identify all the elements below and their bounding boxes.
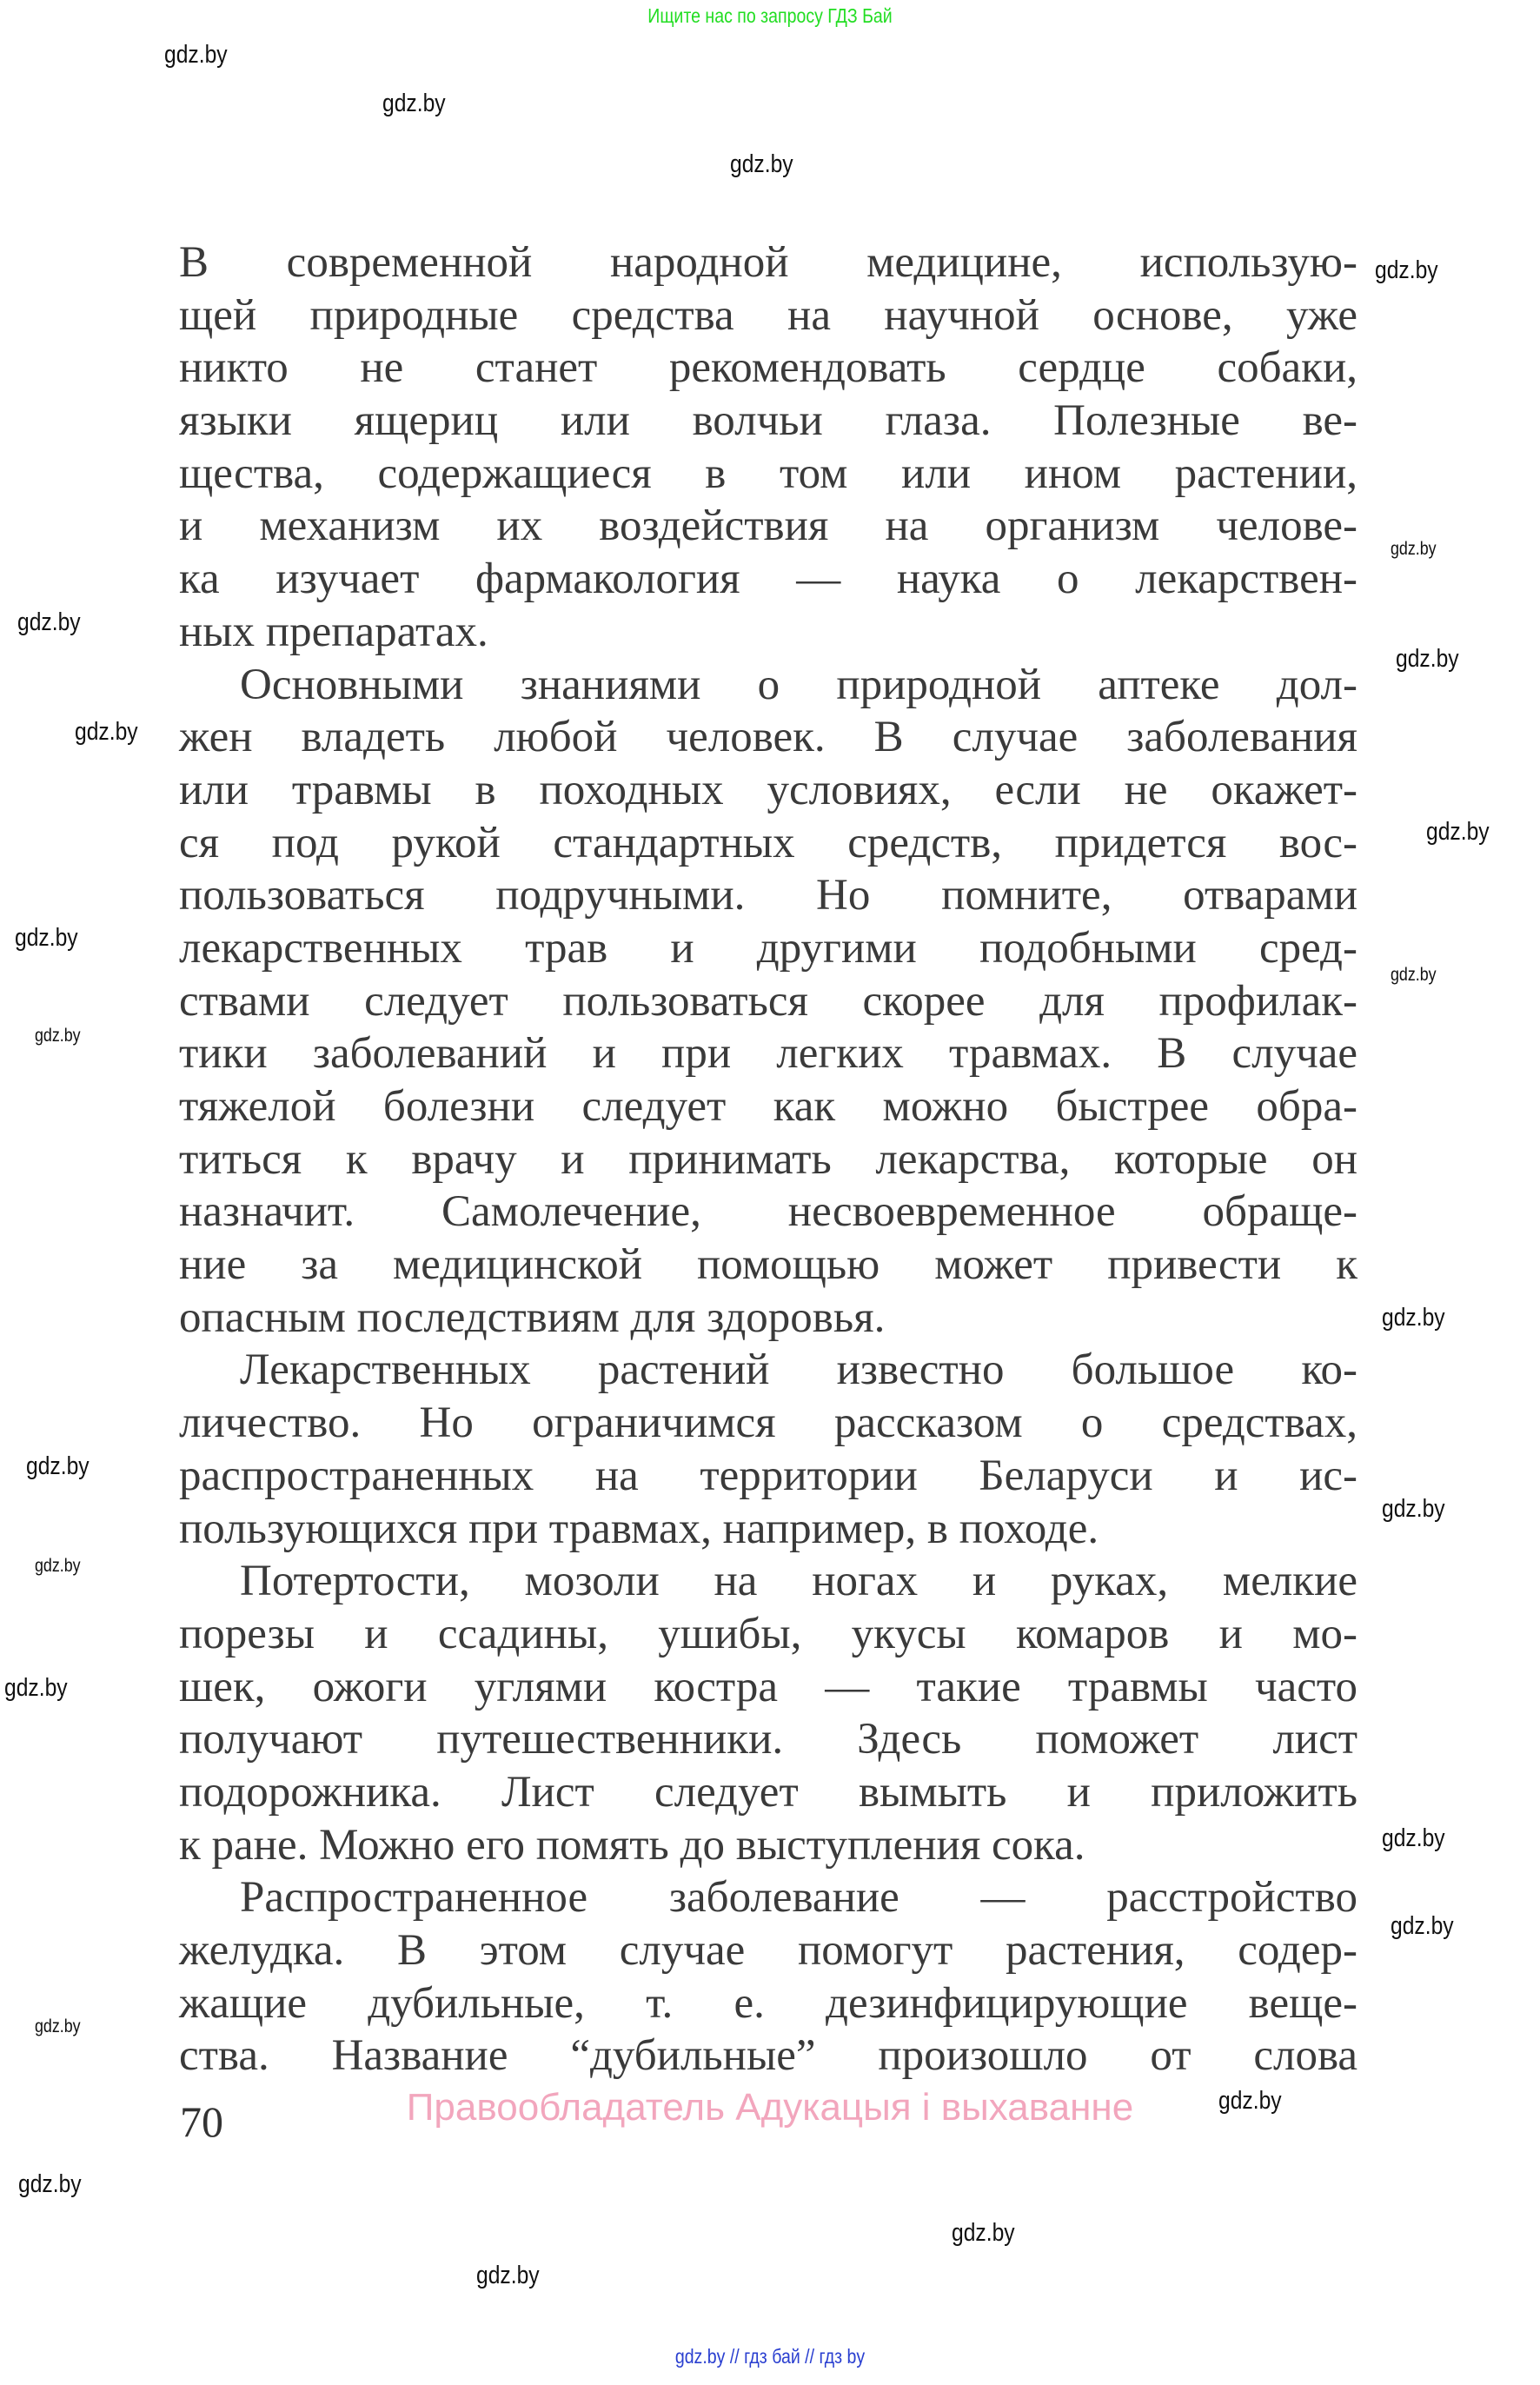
watermark: gdz.by [1391, 965, 1437, 985]
paragraph [179, 1344, 1357, 1555]
text-line: или травмы в походных условиях, если не окажет- [179, 765, 1357, 814]
text-line: и механизм их воздействия на организм челове- [179, 502, 1357, 551]
watermark: gdz.by [952, 2219, 1015, 2247]
text-line: к ране. Можно его помять до выступления сока. [179, 1820, 1085, 1870]
watermark: gdz.by [1382, 1495, 1445, 1523]
copyright-notice: Правообладатель Адукацыя і выхаванне [406, 2086, 1134, 2129]
paragraph [179, 1555, 1357, 1871]
watermark: gdz.by [1396, 645, 1459, 673]
watermark: gdz.by [164, 41, 228, 69]
text-line: ние за медицинской помощью может привести к [179, 1240, 1357, 1290]
text-line: В современной народной медицине, использую- [179, 238, 1357, 287]
watermark: gdz.by [1426, 818, 1490, 846]
text-line: тяжелой болезни следует как можно быстрее обра- [179, 1082, 1357, 1131]
text-line: Потертости, мозоли на ногах и руках, мелкие [240, 1557, 1357, 1606]
text-line: шек, ожоги углями костра — такие травмы часто [179, 1662, 1357, 1711]
text-line: жен владеть любой человек. В случае заболевания [179, 713, 1357, 762]
watermark: gdz.by [1382, 1824, 1445, 1852]
watermark: gdz.by [35, 1556, 81, 1576]
text-line: никто не станет рекомендовать сердце собаки, [179, 343, 1357, 393]
text-line: опасным последствиям для здоровья. [179, 1292, 886, 1342]
watermark: gdz.by [35, 1026, 81, 1046]
watermark: gdz.by [476, 2262, 540, 2289]
paragraph [179, 236, 1357, 659]
text-line: лекарственных трав и другими подобными сред- [179, 923, 1357, 973]
paragraph [179, 1871, 1357, 2083]
watermark: gdz.by [1382, 1304, 1445, 1332]
text-line: щества, содержащиеся в том или ином растении, [179, 448, 1357, 498]
text-line: ся под рукой стандартных средств, придется вос- [179, 818, 1357, 867]
text-line: порезы и ссадины, ушибы, укусы комаров и мо- [179, 1609, 1357, 1658]
text-line: жащие дубильные, т. е. дезинфицирующие веще- [179, 1978, 1357, 2028]
watermark: gdz.by [17, 608, 81, 636]
watermark: gdz.by [1391, 539, 1437, 559]
text-line: Распространенное заболевание — расстройство [240, 1873, 1357, 1923]
text-line: Основными знаниями о природной аптеке дол- [240, 660, 1357, 709]
watermark: gdz.by [18, 2170, 82, 2198]
body-text [179, 236, 1357, 2083]
text-line: распространенных на территории Беларуси и ис- [179, 1451, 1357, 1500]
watermark: gdz.by [26, 1452, 90, 1480]
watermark: gdz.by [4, 1674, 68, 1702]
text-line: языки ящериц или волчьи глаза. Полезные ве- [179, 396, 1357, 446]
text-line: подорожника. Лист следует вымыть и приложить [179, 1767, 1357, 1817]
watermark: gdz.by [1391, 1912, 1454, 1940]
text-line: пользующихся при травмах, например, в походе. [179, 1504, 1099, 1553]
text-line: тики заболеваний и при легких травмах. В случае [179, 1029, 1357, 1079]
text-line: ных препаратах. [179, 607, 488, 656]
text-line: Лекарственных растений известно большое ко- [240, 1345, 1357, 1395]
page-number: 70 [180, 2097, 223, 2146]
text-line: получают путешественники. Здесь поможет лист [179, 1715, 1357, 1764]
paragraph [179, 659, 1357, 1345]
footer-links[interactable]: gdz.by // гдз бай // гдз by [674, 2345, 866, 2368]
text-line: титься к врачу и принимать лекарства, которые он [179, 1134, 1357, 1184]
text-line: ства. Название “дубильные” произошло от слова [179, 2031, 1357, 2081]
watermark: gdz.by [75, 718, 138, 746]
watermark: gdz.by [35, 2016, 81, 2036]
text-line: щей природные средства на научной основе, уже [179, 290, 1357, 340]
watermark: gdz.by [15, 924, 78, 952]
text-line: ка изучает фармакология — наука о лекарствен- [179, 555, 1357, 604]
text-line: пользоваться подручными. Но помните, отварами [179, 871, 1357, 920]
text-line: желудка. В этом случае помогут растения, содер- [179, 1926, 1357, 1975]
watermark: gdz.by [1375, 256, 1438, 284]
text-line: личество. Но ограничимся рассказом о средствах, [179, 1398, 1357, 1448]
watermark: gdz.by [382, 90, 446, 117]
text-line: ствами следует пользоваться скорее для профилак- [179, 976, 1357, 1026]
watermark: gdz.by [730, 150, 793, 178]
search-hint-banner[interactable]: Ищите нас по запросу ГДЗ Бай [647, 4, 893, 27]
watermark: gdz.by [1218, 2087, 1282, 2115]
text-line: назначит. Самолечение, несвоевременное обраще- [179, 1187, 1357, 1237]
